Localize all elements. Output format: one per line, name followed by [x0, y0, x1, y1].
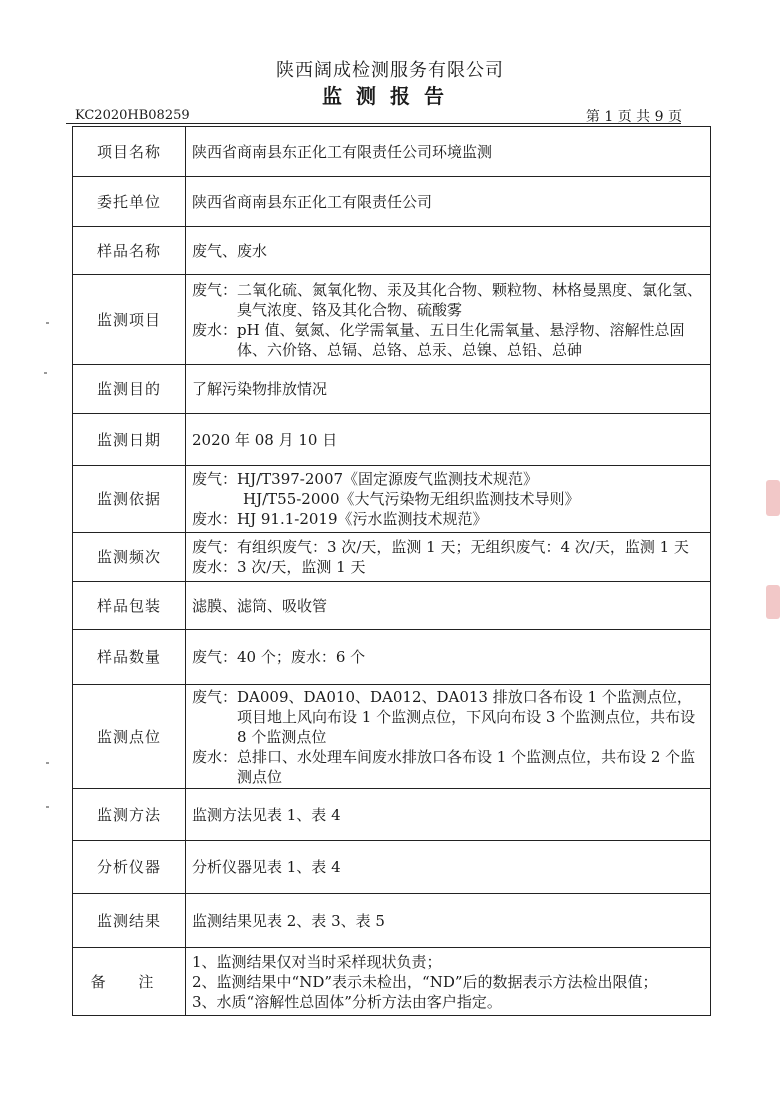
frequency-line-2: 废水：3 次/天，监测 1 天 [192, 558, 366, 576]
value-project-name: 陕西省商南县东正化工有限责任公司环境监测 [186, 127, 711, 177]
row-points [73, 685, 711, 789]
items-water-prefix: 废水： [192, 320, 238, 339]
points-water [192, 747, 704, 787]
basis-line-2: HJ/T55-2000《大气污染物无组织监测技术导则》 [243, 490, 580, 508]
value-client: 陕西省商南县东正化工有限责任公司 [186, 177, 711, 227]
label-instrument: 分析仪器 [73, 841, 186, 894]
row-items [73, 275, 711, 365]
label-date: 监测日期 [73, 414, 186, 466]
row-project-name [73, 127, 711, 177]
scan-mark [46, 806, 49, 808]
seal-edge-mark-1 [766, 480, 780, 516]
points-gas-text: DA009、DA010、DA012、DA013 排放口各布设 1 个监测点位，项目地上风向布设 1 个监测点位，下风向布设 3 个监测点位，共布设 8 个监测点位 [237, 687, 696, 746]
page-info: 第 1 页 共 9 页 [585, 109, 682, 125]
value-purpose: 了解污染物排放情况 [186, 365, 711, 414]
value-points [186, 685, 711, 789]
row-basis [73, 466, 711, 533]
report-title: 监测报告 [322, 84, 458, 108]
label-purpose: 监测目的 [73, 365, 186, 414]
row-remarks [73, 948, 711, 1016]
value-instrument: 分析仪器见表 1、表 4 [186, 841, 711, 894]
value-packaging: 滤膜、滤筒、吸收管 [186, 582, 711, 630]
points-gas [192, 687, 704, 747]
label-frequency: 监测频次 [73, 533, 186, 582]
seal-edge-mark-2 [766, 585, 780, 619]
label-method: 监测方法 [73, 789, 186, 841]
row-method [73, 789, 711, 841]
company-name: 陕西阔成检测服务有限公司 [276, 60, 504, 81]
value-sample-name: 废气、废水 [186, 227, 711, 275]
items-gas [192, 280, 704, 320]
document-number: KC2020HB08259 [75, 108, 190, 123]
scan-mark [44, 372, 47, 374]
value-frequency [186, 533, 711, 582]
value-date: 2020 年 08 月 10 日 [186, 414, 711, 466]
remarks-line-3: 3、水质“溶解性总固体”分析方法由客户指定。 [192, 992, 502, 1011]
label-sample-name: 样品名称 [73, 227, 186, 275]
items-water-text: pH 值、氨氮、化学需氧量、五日生化需氧量、悬浮物、溶解性总固体、六价铬、总镉、总铬、总汞、总镍、总铅、总砷 [237, 320, 685, 359]
label-packaging: 样品包装 [73, 582, 186, 630]
label-project-name: 项目名称 [73, 127, 186, 177]
label-result: 监测结果 [73, 894, 186, 948]
scan-mark [46, 322, 49, 324]
row-result [73, 894, 711, 948]
items-gas-prefix: 废气： [192, 280, 238, 299]
basis-line-3: 废水：HJ 91.1-2019《污水监测技术规范》 [192, 510, 488, 528]
value-method: 监测方法见表 1、表 4 [186, 789, 711, 841]
report-info-table [72, 126, 711, 1016]
points-water-prefix: 废水： [192, 747, 238, 766]
frequency-line-1: 废气：有组织废气：3 次/天，监测 1 天；无组织废气：4 次/天，监测 1 天 [192, 538, 689, 556]
value-basis [186, 466, 711, 533]
label-client: 委托单位 [73, 177, 186, 227]
row-date [73, 414, 711, 466]
value-result: 监测结果见表 2、表 3、表 5 [186, 894, 711, 948]
value-remarks [186, 948, 711, 1016]
row-instrument [73, 841, 711, 894]
row-sample-name [73, 227, 711, 275]
items-water [192, 320, 704, 360]
points-water-text: 总排口、水处理车间废水排放口各布设 1 个监测点位，共布设 2 个监测点位 [237, 747, 696, 786]
row-client [73, 177, 711, 227]
label-remarks: 备 注 [73, 948, 186, 1016]
row-frequency [73, 533, 711, 582]
items-gas-text: 二氧化硫、氮氧化物、汞及其化合物、颗粒物、林格曼黑度、氯化氢、臭气浓度、铬及其化合物、硫酸雾 [237, 280, 703, 319]
value-quantity: 废气：40 个；废水：6 个 [186, 630, 711, 685]
value-items [186, 275, 711, 365]
remarks-line-2: 2、监测结果中“ND”表示未检出，“ND”后的数据表示方法检出限值； [192, 972, 658, 991]
label-basis: 监测依据 [73, 466, 186, 533]
label-quantity: 样品数量 [73, 630, 186, 685]
scan-mark [46, 762, 49, 764]
row-packaging [73, 582, 711, 630]
remarks-line-1: 1、监测结果仅对当时采样现状负责； [192, 952, 442, 971]
row-purpose [73, 365, 711, 414]
label-points: 监测点位 [73, 685, 186, 789]
basis-line-1: 废气：HJ/T397-2007《固定源废气监测技术规范》 [192, 470, 539, 488]
points-gas-prefix: 废气： [192, 687, 238, 706]
header-rule [66, 123, 681, 124]
label-items: 监测项目 [73, 275, 186, 365]
row-quantity [73, 630, 711, 685]
